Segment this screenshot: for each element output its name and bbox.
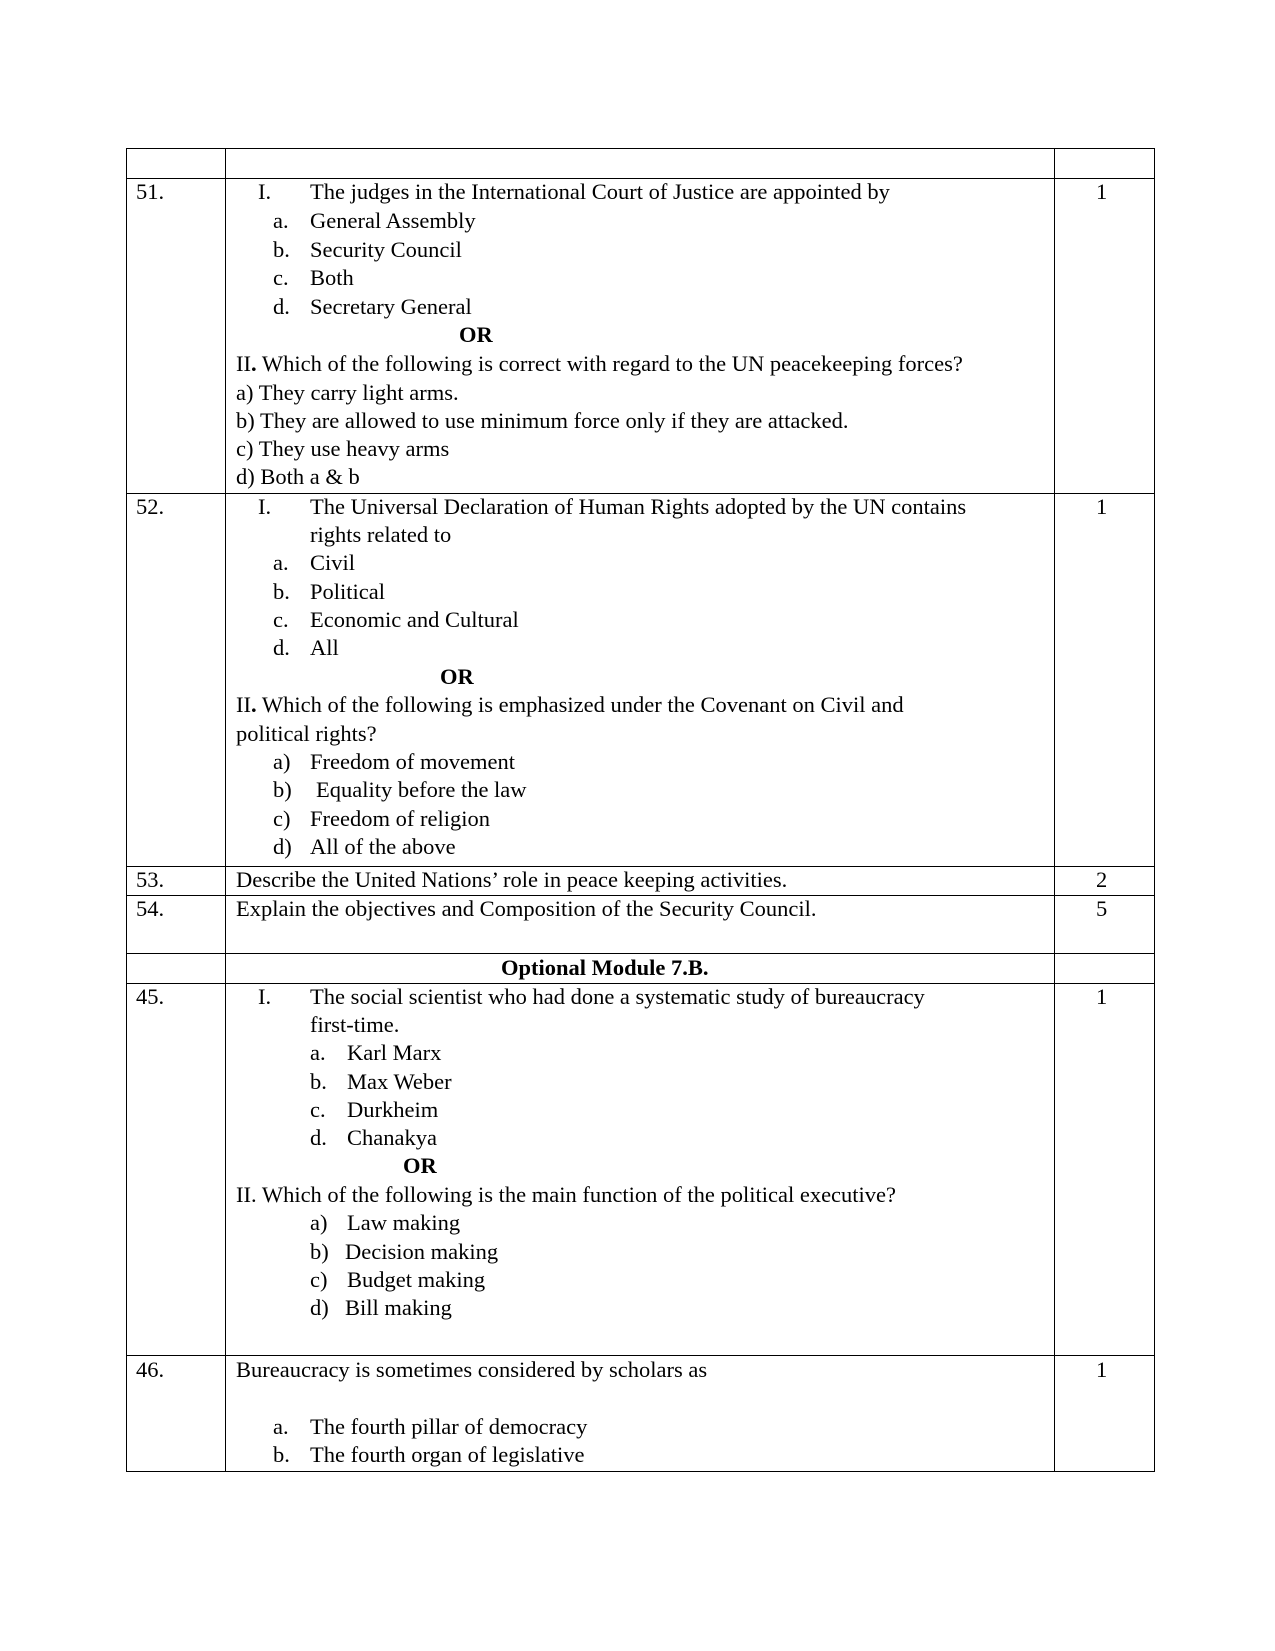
option-text: The fourth organ of legislative — [310, 1442, 585, 1467]
option-text: Freedom of movement — [310, 749, 515, 774]
option-letter: a. — [310, 1040, 326, 1065]
marks: 1 — [1096, 1357, 1108, 1382]
question-text: II. Which of the following is emphasized under the Covenant on Civil and — [236, 692, 904, 717]
question-text: rights related to — [310, 522, 452, 547]
option-text: Freedom of religion — [310, 806, 490, 831]
question-number: 52. — [136, 494, 165, 519]
question-number: 53. — [136, 867, 165, 892]
question-number: 51. — [136, 179, 165, 204]
part-one-numeral: I. — [258, 494, 272, 519]
question-number: 54. — [136, 896, 165, 921]
option-text: Civil — [310, 550, 356, 575]
option-letter: c. — [310, 1097, 326, 1122]
option-letter: b. — [273, 579, 290, 604]
option-letter: c) — [273, 806, 291, 831]
option-letter: a. — [273, 1414, 289, 1439]
option-text: b) They are allowed to use minimum force only if they are attacked. — [236, 408, 849, 433]
column-divider — [1054, 148, 1055, 1472]
option-letter: d. — [273, 294, 290, 319]
option-letter: d. — [273, 635, 290, 660]
option-letter: a. — [273, 550, 289, 575]
option-text: All — [310, 635, 339, 660]
option-text: Equality before the law — [316, 777, 527, 802]
question-text: first-time. — [310, 1012, 400, 1037]
option-text: Both — [310, 265, 354, 290]
option-text: Decision making — [345, 1239, 499, 1264]
column-divider — [225, 148, 226, 1472]
option-text: Durkheim — [347, 1097, 439, 1122]
option-text: General Assembly — [310, 208, 476, 233]
option-letter: b. — [310, 1069, 327, 1094]
part-one-numeral: I. — [258, 179, 272, 204]
option-text: The fourth pillar of democracy — [310, 1414, 588, 1439]
question-text: Describe the United Nations’ role in peace keeping activities. — [236, 867, 788, 892]
option-text: Chanakya — [347, 1125, 437, 1150]
marks: 2 — [1096, 867, 1108, 892]
module-heading: Optional Module 7.B. — [501, 955, 709, 980]
option-text: Political — [310, 579, 385, 604]
option-letter: b) — [273, 777, 292, 802]
option-letter: b) — [310, 1239, 329, 1264]
option-text: Law making — [347, 1210, 461, 1235]
table-top-border — [126, 148, 1155, 149]
option-letter: d) — [273, 834, 292, 859]
question-text: political rights? — [236, 721, 377, 746]
option-letter: c. — [273, 607, 289, 632]
or-separator: OR — [440, 664, 474, 689]
question-text: II. Which of the following is correct with regard to the UN peacekeeping forces? — [236, 351, 963, 376]
option-letter: a. — [273, 208, 289, 233]
or-separator: OR — [459, 322, 493, 347]
option-text: Economic and Cultural — [310, 607, 519, 632]
option-text: d) Both a & b — [236, 464, 360, 489]
or-separator: OR — [403, 1153, 437, 1178]
question-text: Explain the objectives and Composition of the Security Council. — [236, 896, 817, 921]
option-text: Security Council — [310, 237, 462, 262]
option-letter: b. — [273, 1442, 290, 1467]
option-letter: b. — [273, 237, 290, 262]
question-text: Bureaucracy is sometimes considered by scholars as — [236, 1357, 708, 1382]
option-text: a) They carry light arms. — [236, 380, 459, 405]
marks: 1 — [1096, 179, 1108, 204]
table-bottom-border — [126, 1471, 1155, 1472]
option-letter: c) — [310, 1267, 328, 1292]
marks: 5 — [1096, 896, 1108, 921]
question-number: 45. — [136, 984, 165, 1009]
question-number: 46. — [136, 1357, 165, 1382]
option-text: Budget making — [347, 1267, 486, 1292]
question-text: II. Which of the following is the main function of the political executive? — [236, 1182, 897, 1207]
option-letter: d. — [310, 1125, 327, 1150]
option-text: All of the above — [310, 834, 456, 859]
option-letter: a) — [273, 749, 291, 774]
marks: 1 — [1096, 984, 1108, 1009]
question-text: The social scientist who had done a systematic study of bureaucracy — [310, 984, 925, 1009]
option-text: Karl Marx — [347, 1040, 442, 1065]
option-letter: a) — [310, 1210, 328, 1235]
table-right-border — [1154, 148, 1155, 1472]
part-one-numeral: I. — [258, 984, 272, 1009]
option-text: Bill making — [345, 1295, 452, 1320]
marks: 1 — [1096, 494, 1108, 519]
table-left-border — [126, 148, 127, 1472]
question-text: The Universal Declaration of Human Rights adopted by the UN contains — [310, 494, 967, 519]
option-text: c) They use heavy arms — [236, 436, 450, 461]
option-text: Max Weber — [347, 1069, 452, 1094]
option-letter: d) — [310, 1295, 329, 1320]
option-text: Secretary General — [310, 294, 472, 319]
question-text: The judges in the International Court of Justice are appointed by — [310, 179, 890, 204]
option-letter: c. — [273, 265, 289, 290]
